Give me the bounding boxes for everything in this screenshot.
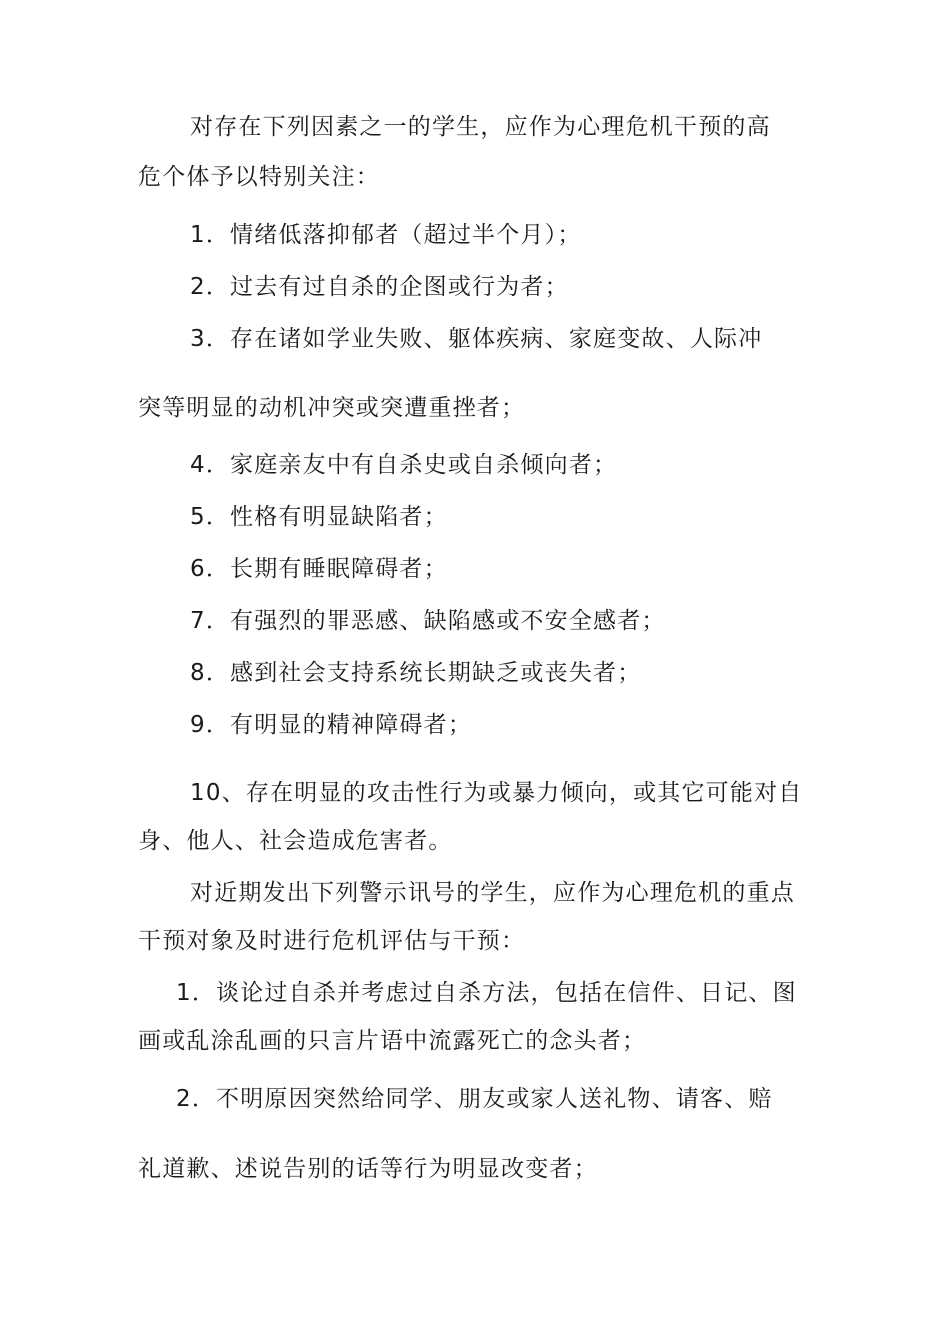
list-item: 1．情绪低落抑郁者（超过半个月）； bbox=[190, 222, 582, 248]
paragraph-line: 危个体予以特别关注： bbox=[138, 164, 380, 190]
list-item: 2．不明原因突然给同学、朋友或家人送礼物、请客、赔 bbox=[176, 1086, 773, 1112]
list-item: 5．性格有明显缺陷者； bbox=[190, 504, 448, 530]
list-item-continuation: 礼道歉、述说告别的话等行为明显改变者； bbox=[138, 1156, 598, 1182]
list-item: 3．存在诸如学业失败、躯体疾病、家庭变故、人际冲 bbox=[190, 326, 763, 352]
list-item: 2．过去有过自杀的企图或行为者； bbox=[190, 274, 569, 300]
list-item: 1．谈论过自杀并考虑过自杀方法，包括在信件、日记、图 bbox=[176, 980, 797, 1006]
list-item: 7．有强烈的罪恶感、缺陷感或不安全感者； bbox=[190, 608, 666, 634]
list-item: 8．感到社会支持系统长期缺乏或丧失者； bbox=[190, 660, 642, 686]
list-item: 6．长期有睡眠障碍者； bbox=[190, 556, 448, 582]
list-item-continuation: 画或乱涂乱画的只言片语中流露死亡的念头者； bbox=[138, 1028, 647, 1054]
list-item: 4．家庭亲友中有自杀史或自杀倾向者； bbox=[190, 452, 618, 478]
list-item-continuation: 身、他人、社会造成危害者。 bbox=[138, 828, 453, 854]
list-item: 10、存在明显的攻击性行为或暴力倾向，或其它可能对自 bbox=[190, 780, 803, 806]
paragraph-line: 干预对象及时进行危机评估与干预： bbox=[138, 928, 526, 954]
paragraph-line: 对近期发出下列警示讯号的学生，应作为心理危机的重点 bbox=[190, 880, 795, 906]
list-item: 9．有明显的精神障碍者； bbox=[190, 712, 473, 738]
paragraph-line: 对存在下列因素之一的学生，应作为心理危机干预的高 bbox=[190, 114, 771, 140]
list-item-continuation: 突等明显的动机冲突或突遭重挫者； bbox=[138, 395, 526, 421]
